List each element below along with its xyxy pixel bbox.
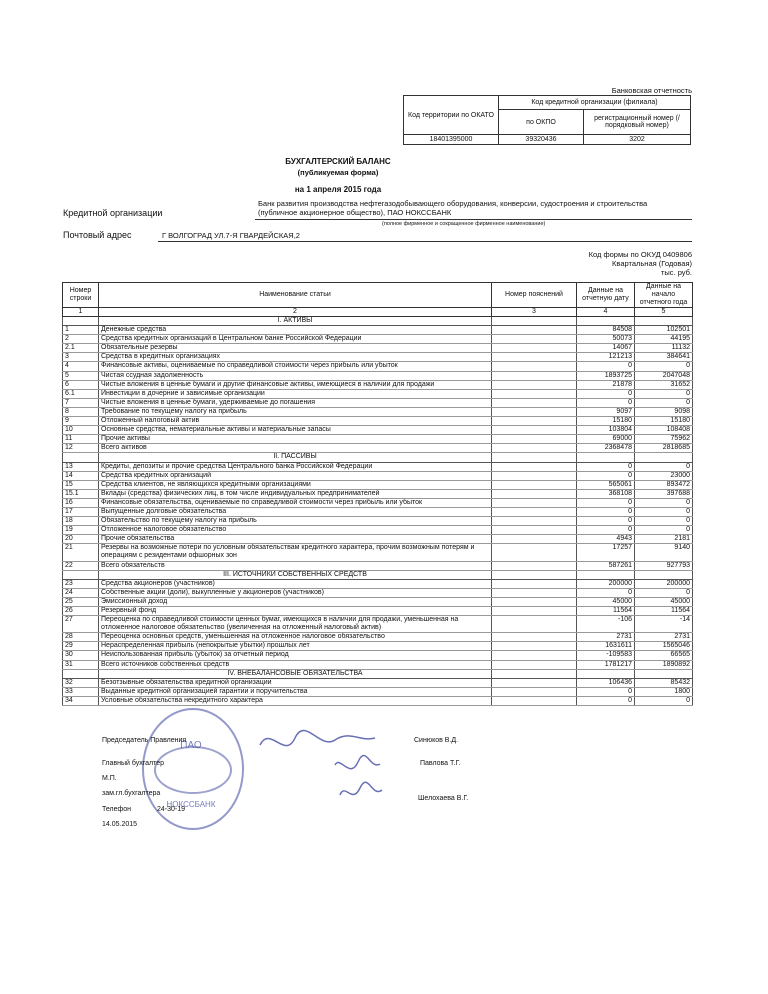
row-note [492,633,577,642]
deputy-name: Шелохаева В.Г. [418,795,469,802]
row-current: 0 [577,696,635,705]
row-note [492,380,577,389]
row-name: Денежные средства [99,326,492,335]
row-name: Всего обязательств [99,561,492,570]
table-row [63,544,693,561]
row-name: Финансовые активы, оцениваемые по справедливой стоимости через прибыль или убыток [99,362,492,371]
col-index: 2 [99,308,492,317]
row-name: Эмиссионный доход [99,597,492,606]
row-number: 15.1 [63,489,99,498]
row-start: 45000 [635,597,693,606]
row-start: 1565046 [635,642,693,651]
row-number: 23 [63,579,99,588]
phone-label: Телефон [102,806,132,813]
header-row [63,283,693,308]
chair-label: Председатель Правления [102,737,187,744]
address: Г ВОЛГОГРАД УЛ.7-Я ГВАРДЕЙСКАЯ,2 [162,231,300,240]
row-name: Неиспользованная прибыль (убыток) за отчетный период [99,651,492,660]
row-start: 0 [635,507,693,516]
row-current: 21878 [577,380,635,389]
row-start: 31652 [635,380,693,389]
row-name: Резервы на возможные потери по условным обязательствам кредитного характера, прочим возможным потерям и операциям с резидентами офшорных зон [99,544,492,561]
row-start: 0 [635,588,693,597]
section-title-equity: III. ИСТОЧНИКИ СОБСТВЕННЫХ СРЕДСТВ [99,570,492,579]
codes-table [403,95,691,145]
row-name: Собственные акции (доли), выкупленные у акционеров (участников) [99,588,492,597]
table-row [63,678,693,687]
col-index: 5 [635,308,693,317]
row-name: Условные обязательства некредитного характера [99,696,492,705]
row-name: Нераспределенная прибыль (непокрытые убытки) прошлых лет [99,642,492,651]
row-number: 4 [63,362,99,371]
row-note [492,616,577,633]
row-name: Прочие активы [99,435,492,444]
row-number: 18 [63,517,99,526]
row-current: 587261 [577,561,635,570]
table-row [63,507,693,516]
row-start: 0 [635,389,693,398]
row-current: 0 [577,462,635,471]
row-number: 6.1 [63,389,99,398]
row-note [492,444,577,453]
col-index: 1 [63,308,99,317]
row-current: 0 [577,526,635,535]
row-note [492,597,577,606]
row-note [492,489,577,498]
row-current: 2368478 [577,444,635,453]
table-row [63,353,693,362]
row-start: 927793 [635,561,693,570]
row-name: Кредиты, депозиты и прочие средства Центрального банка Российской Федерации [99,462,492,471]
row-number: 10 [63,426,99,435]
col-start-header: Данные на начало отчетного года [635,283,693,308]
row-note [492,498,577,507]
row-start: 0 [635,526,693,535]
row-current: 121213 [577,353,635,362]
column-index-row [63,308,693,317]
row-name: Прочие обязательства [99,535,492,544]
row-note [492,362,577,371]
row-current: 1781217 [577,660,635,669]
row-start: 2731 [635,633,693,642]
row-start: 9098 [635,407,693,416]
table-row [63,517,693,526]
row-start: 0 [635,398,693,407]
row-number: 12 [63,444,99,453]
row-name: Средства клиентов, не являющихся кредитными организациями [99,480,492,489]
stamp-center: ПАО [180,740,202,751]
row-current: 103804 [577,426,635,435]
row-name: Всего активов [99,444,492,453]
table-row [63,535,693,544]
table-row [63,444,693,453]
row-name: Чистые вложения в ценные бумаги и другие финансовые активы, имеющиеся в наличии для продажи [99,380,492,389]
row-name: Требование по текущему налогу на прибыль [99,407,492,416]
row-number: 27 [63,616,99,633]
row-note [492,696,577,705]
row-current: 14067 [577,344,635,353]
row-start: 108408 [635,426,693,435]
table-row [63,417,693,426]
okato-label: Код территории по ОКАТО [404,96,499,135]
org-underline [255,219,692,220]
row-note [492,417,577,426]
org-label: Кредитной организации [63,208,163,218]
row-current: -106 [577,616,635,633]
row-current: 15180 [577,417,635,426]
row-note [492,398,577,407]
accountant-label: Главный бухгалтер [102,760,164,767]
row-name: Всего источников собственных средств [99,660,492,669]
row-name: Обязательные резервы [99,344,492,353]
row-current: 0 [577,389,635,398]
row-number: 3 [63,353,99,362]
row-name: Средства кредитных организаций [99,471,492,480]
okpo-value: 39320436 [499,135,584,145]
address-label: Почтовый адрес [63,230,132,240]
row-note [492,389,577,398]
row-current: 0 [577,498,635,507]
row-note [492,687,577,696]
row-number: 5 [63,371,99,380]
row-start: 0 [635,517,693,526]
table-row [63,380,693,389]
row-number: 16 [63,498,99,507]
row-name: Переоценка по справедливой стоимости ценных бумаг, имеющихся в наличии для продажи, уменьшенная на отложенное налоговое обязательство (увеличенная на отложенный налоговый актив) [99,616,492,633]
row-note [492,660,577,669]
row-number: 6 [63,380,99,389]
row-start: 11132 [635,344,693,353]
row-current: 45000 [577,597,635,606]
row-number: 11 [63,435,99,444]
row-note [492,607,577,616]
col-current-header: Данные на отчетную дату [577,283,635,308]
org-name-note: (полное фирменное и сокращенное фирменное наименование) [382,221,546,227]
row-start: 102501 [635,326,693,335]
row-current: 1893725 [577,371,635,380]
table-row [63,633,693,642]
row-name: Выпущенные долговые обязательства [99,507,492,516]
row-start: 2047048 [635,371,693,380]
row-note [492,579,577,588]
row-note [492,651,577,660]
table-row [63,362,693,371]
row-note [492,507,577,516]
row-note [492,588,577,597]
row-note [492,435,577,444]
row-note [492,344,577,353]
report-type: Банковская отчетность [611,86,692,95]
row-current: 1631611 [577,642,635,651]
balance-table [62,282,693,706]
row-note [492,526,577,535]
row-current: 106436 [577,678,635,687]
row-note [492,335,577,344]
row-start: 2818685 [635,444,693,453]
section-row [63,570,693,579]
row-name: Средства акционеров (участников) [99,579,492,588]
table-row [63,687,693,696]
row-name: Чистая ссудная задолженность [99,371,492,380]
row-number: 20 [63,535,99,544]
row-start: 0 [635,696,693,705]
row-start: 384641 [635,353,693,362]
table-row [63,597,693,606]
row-name: Вклады (средства) физических лиц, в том числе индивидуальных предпринимателей [99,489,492,498]
table-row [63,489,693,498]
table-row [63,389,693,398]
table-row [63,616,693,633]
table-row [63,660,693,669]
row-name: Средства кредитных организаций в Центральном банке Российской Федерации [99,335,492,344]
row-number: 25 [63,597,99,606]
table-row [63,561,693,570]
table-row [63,480,693,489]
row-number: 21 [63,544,99,561]
row-note [492,480,577,489]
table-row [63,462,693,471]
table-row [63,471,693,480]
row-note [492,462,577,471]
org-name: Банк развития производства нефтегазодобывающего оборудования, конверсии, судостроения и строительства (публичное акционерное общество), ПАО НОКССБАНК [258,199,648,217]
table-row [63,607,693,616]
row-start: 9140 [635,544,693,561]
signature-scribbles [240,720,390,810]
row-start: 85432 [635,678,693,687]
row-number: 9 [63,417,99,426]
row-note [492,371,577,380]
okud-code: Код формы по ОКУД 0409806 [588,250,692,259]
row-name: Обязательство по текущему налогу на прибыль [99,517,492,526]
table-row [63,435,693,444]
row-note [492,678,577,687]
table-row [63,642,693,651]
table-row [63,335,693,344]
row-note [492,426,577,435]
row-number: 26 [63,607,99,616]
row-current: 2731 [577,633,635,642]
row-number: 13 [63,462,99,471]
row-name: Инвестиции в дочерние и зависимые организации [99,389,492,398]
row-number: 7 [63,398,99,407]
row-name: Отложенный налоговый актив [99,417,492,426]
table-row [63,651,693,660]
row-note [492,353,577,362]
row-number: 29 [63,642,99,651]
row-start: 0 [635,362,693,371]
row-start: 0 [635,462,693,471]
row-name: Отложенное налоговое обязательство [99,526,492,535]
table-row [63,696,693,705]
row-number: 19 [63,526,99,535]
table-row [63,371,693,380]
row-note [492,471,577,480]
title-line3: на 1 апреля 2015 года [294,185,382,194]
section-title-offbalance: IV. ВНЕБАЛАНСОВЫЕ ОБЯЗАТЕЛЬСТВА [99,669,492,678]
row-name: Финансовые обязательства, оцениваемые по справедливой стоимости через прибыль или убыток [99,498,492,507]
row-name: Безотзывные обязательства кредитной организации [99,678,492,687]
row-start: 397688 [635,489,693,498]
section-row [63,669,693,678]
row-name: Резервный фонд [99,607,492,616]
table-row [63,344,693,353]
row-start: 200000 [635,579,693,588]
units: тыс. руб. [660,268,692,277]
okato-value: 18401395000 [404,135,499,145]
title-line1: БУХГАЛТЕРСКИЙ БАЛАНС [285,157,391,166]
sign-date: 14.05.2015 [102,821,138,828]
row-number: 2.1 [63,344,99,353]
credit-org-code-label: Код кредитной организации (филиала) [499,96,691,110]
row-start: 1890892 [635,660,693,669]
row-number: 22 [63,561,99,570]
row-current: 11564 [577,607,635,616]
row-start: 0 [635,498,693,507]
mp-label: М.П. [102,775,117,782]
section-row [63,317,693,326]
row-name: Выданные кредитной организацией гарантии и поручительства [99,687,492,696]
okpo-label: по ОКПО [499,110,584,135]
row-name: Переоценка основных средств, уменьшенная на отложенное налоговое обязательство [99,633,492,642]
section-title-liabilities: II. ПАССИВЫ [99,453,492,462]
row-name: Средства в кредитных организациях [99,353,492,362]
row-number: 32 [63,678,99,687]
row-note [492,535,577,544]
row-start: 11564 [635,607,693,616]
section-row [63,453,693,462]
reg-number-value: 3202 [584,135,691,145]
row-start: 1800 [635,687,693,696]
row-number: 33 [63,687,99,696]
row-start: 44195 [635,335,693,344]
row-number: 2 [63,335,99,344]
section-title-assets: I. АКТИВЫ [99,317,492,326]
col-name-header: Наименование статьи [99,283,492,308]
table-row [63,579,693,588]
row-current: 0 [577,362,635,371]
row-number: 1 [63,326,99,335]
row-start: 15180 [635,417,693,426]
row-current: 0 [577,507,635,516]
row-number: 15 [63,480,99,489]
table-row [63,326,693,335]
row-number: 14 [63,471,99,480]
row-start: 2181 [635,535,693,544]
deputy-label: зам.гл.бухгалтера [102,790,161,797]
chair-name: Синюков В.Д. [414,737,459,744]
row-current: 9097 [577,407,635,416]
phone: 24-30-19 [157,806,186,813]
row-number: 31 [63,660,99,669]
row-start: 893472 [635,480,693,489]
row-number: 34 [63,696,99,705]
row-start: 23000 [635,471,693,480]
row-start: 66565 [635,651,693,660]
table-row [63,526,693,535]
row-current: 17257 [577,544,635,561]
table-row [63,588,693,597]
row-current: 0 [577,687,635,696]
table-row [63,498,693,507]
table-row [63,407,693,416]
row-name: Чистые вложения в ценные бумаги, удерживаемые до погашения [99,398,492,407]
table-row [63,426,693,435]
row-current: 0 [577,588,635,597]
col-num-header: Номер строки [63,283,99,308]
row-current: 565061 [577,480,635,489]
row-note [492,517,577,526]
row-note [492,407,577,416]
row-current: 0 [577,398,635,407]
row-number: 8 [63,407,99,416]
col-index: 4 [577,308,635,317]
col-index: 3 [492,308,577,317]
accountant-name: Павлова Т.Г. [420,760,461,767]
row-note [492,544,577,561]
row-number: 17 [63,507,99,516]
row-note [492,561,577,570]
row-number: 28 [63,633,99,642]
row-name: Основные средства, нематериальные активы и материальные запасы [99,426,492,435]
row-note [492,642,577,651]
row-start: -14 [635,616,693,633]
row-current: -109583 [577,651,635,660]
row-current: 69000 [577,435,635,444]
row-current: 200000 [577,579,635,588]
row-current: 0 [577,517,635,526]
row-current: 50073 [577,335,635,344]
row-note [492,326,577,335]
row-current: 0 [577,471,635,480]
row-current: 368108 [577,489,635,498]
reg-number-label: регистрационный номер (/порядковый номер) [584,110,691,135]
row-number: 30 [63,651,99,660]
address-underline [158,241,692,242]
period: Квартальная (Годовая) [612,259,692,268]
row-number: 24 [63,588,99,597]
stamp-bottom: НОКССБАНК [166,800,216,809]
row-start: 75962 [635,435,693,444]
col-note-header: Номер пояснений [492,283,577,308]
title-line2: (публикуемая форма) [297,168,379,177]
row-current: 84508 [577,326,635,335]
row-current: 4943 [577,535,635,544]
table-row [63,398,693,407]
